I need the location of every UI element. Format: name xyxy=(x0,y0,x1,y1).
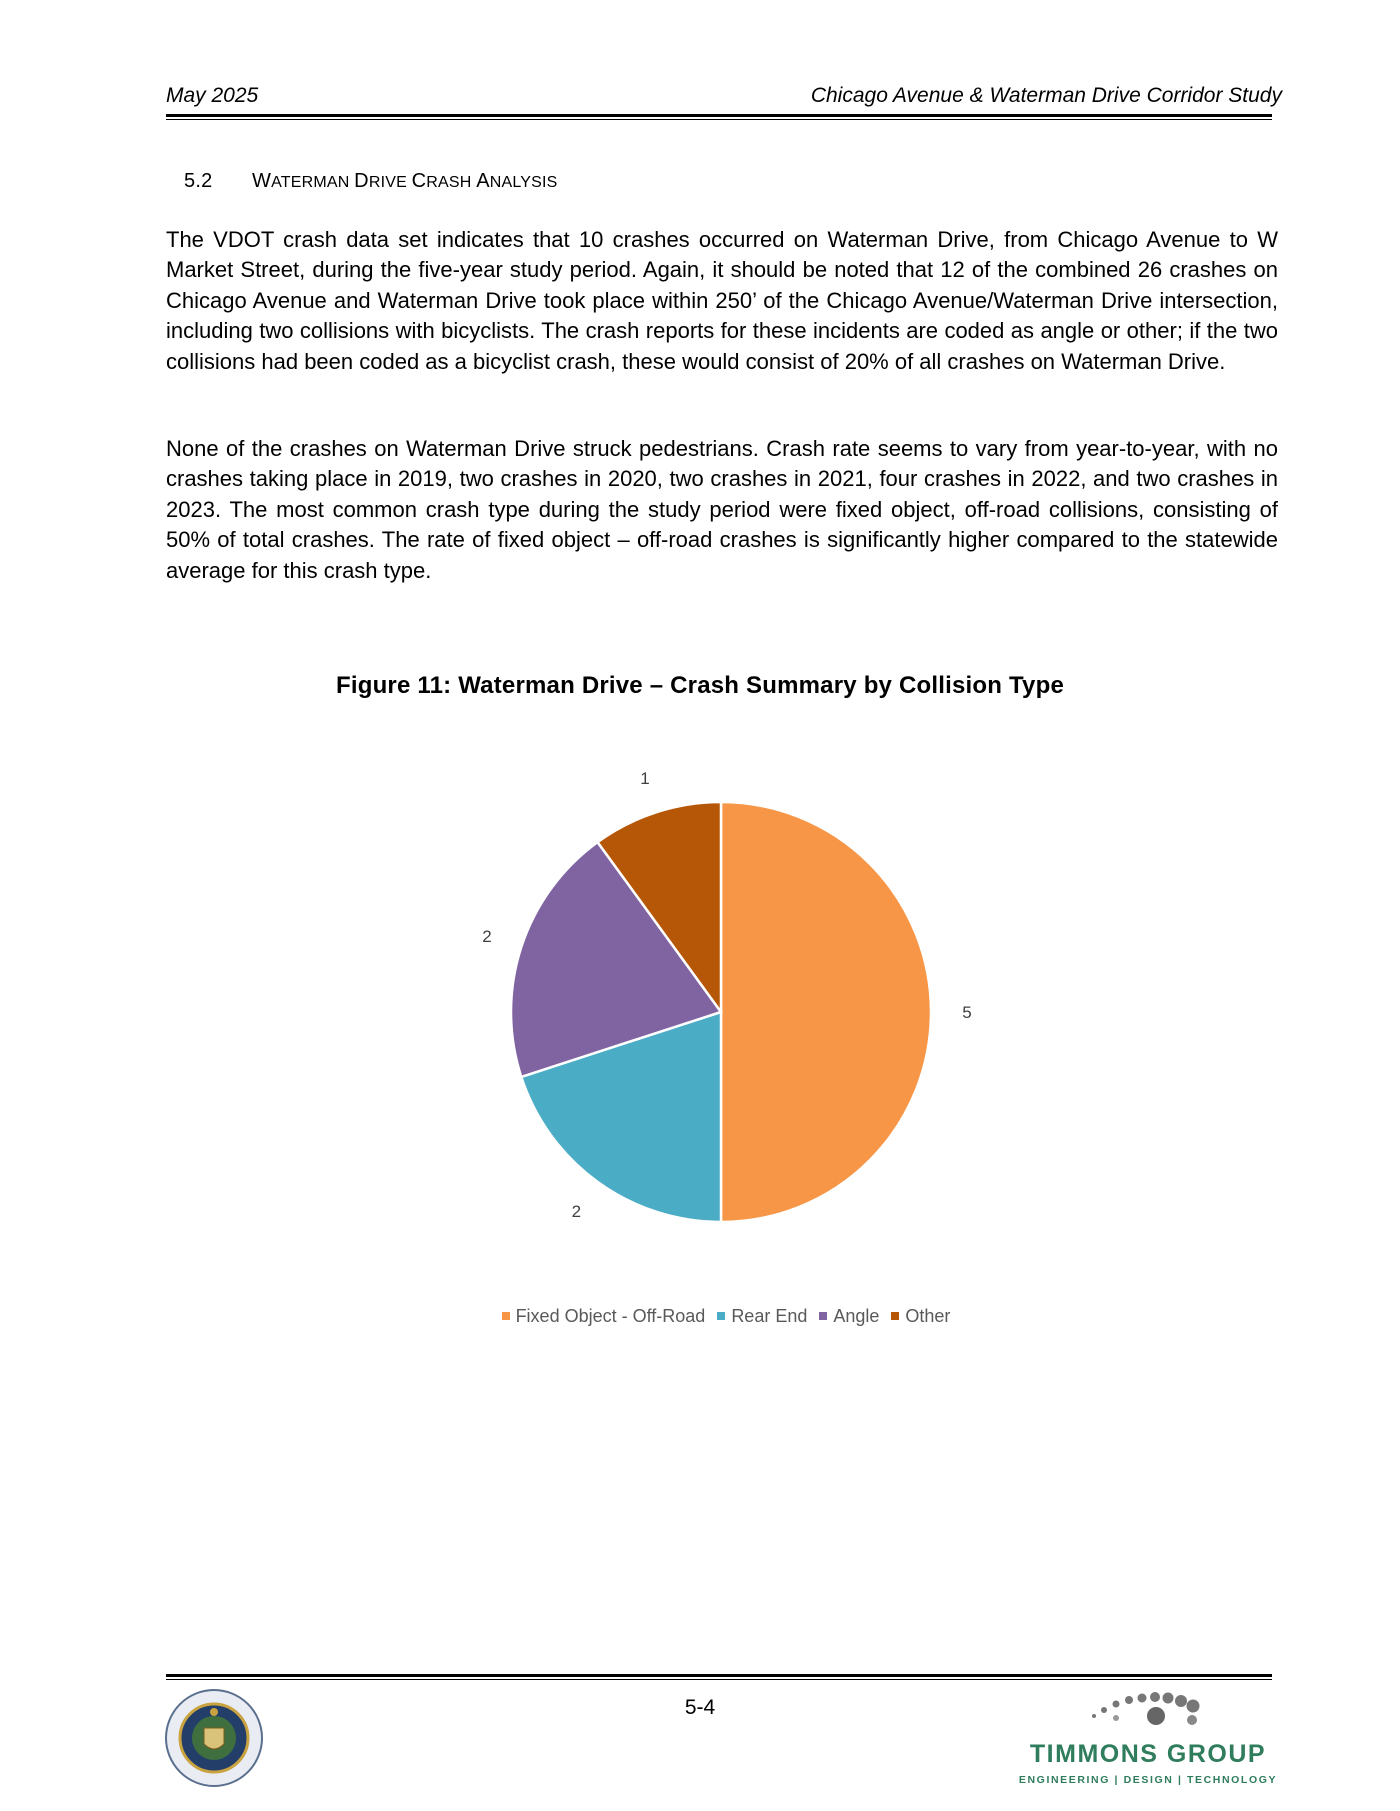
legend-item-angle xyxy=(819,1306,879,1327)
legend-swatch xyxy=(502,1312,510,1320)
section-heading xyxy=(184,170,558,193)
legend-swatch xyxy=(891,1312,899,1320)
logo-name: TIMMONS GROUP xyxy=(1029,1740,1267,1768)
section-number: 5.2 xyxy=(184,170,213,192)
legend-label: Angle xyxy=(833,1306,880,1326)
section-title xyxy=(252,170,558,192)
legend-swatch xyxy=(819,1312,827,1320)
legend-item-other xyxy=(891,1306,950,1327)
legend-label: Other xyxy=(905,1306,951,1326)
legend-label: Fixed Object - Off-Road xyxy=(515,1306,706,1326)
chart-legend xyxy=(474,1306,978,1327)
pie-chart-svg xyxy=(474,766,978,1296)
section-title-part: C xyxy=(411,170,427,192)
section-title-part: W xyxy=(252,170,272,192)
paragraph-crash-trends: None of the crashes on Waterman Drive struck pedestrians. Crash rate seems to vary from year-to-year, with no crashes taking place in 2019, two crashes in 2020, two crashes in 2021, four crashes in 2022, and two crashes in 2023. The most common crash type during the study period were fixed object, off-road collisions, consisting of 50% of total crashes. The rate of fixed object – off-road crashes is significantly higher compared to the statewide average for this crash type. xyxy=(166,436,1278,583)
figure-caption: Figure 11: Waterman Drive – Crash Summary by Collision Type xyxy=(335,672,1064,699)
footer-rule-thick xyxy=(166,1674,1272,1677)
timmons-group-logo xyxy=(1016,1680,1280,1792)
city-seal-icon xyxy=(164,1688,264,1788)
dot-arc-icon xyxy=(1016,1680,1280,1740)
city-seal-logo xyxy=(164,1688,264,1788)
legend-item-fixed-object xyxy=(502,1306,706,1327)
legend-swatch xyxy=(717,1312,725,1320)
data-label-fixed-object: 5 xyxy=(962,1003,972,1022)
pie-slice-fixed-object xyxy=(721,802,931,1222)
data-label-angle: 2 xyxy=(482,926,492,946)
collision-type-pie-chart xyxy=(474,766,978,1334)
paragraph-crash-data: The VDOT crash data set indicates that 10 crashes occurred on Waterman Drive, from Chicago Avenue to W Market Street, during the five-year study period. Again, it should be noted that 12 of the combined 26 crashes on Chicago Avenue and Waterman Drive took place within 250’ of the Chicago Avenue/Waterman Drive intersection, including two collisions with bicyclists. The crash reports for these incidents are coded as angle or other; if the two collisions had been coded as a bicyclist crash, these would consist of 20% of all crashes on Waterman Drive. xyxy=(166,227,1278,374)
section-title-part: RASH xyxy=(426,174,477,191)
section-title-part: A xyxy=(476,170,490,192)
section-title-part: D xyxy=(354,170,369,192)
data-label-other: 1 xyxy=(640,769,650,789)
header-date: May 2025 xyxy=(166,84,259,107)
data-label-rear-end: 2 xyxy=(571,1202,582,1222)
legend-item-rear-end xyxy=(717,1306,807,1327)
header-rule-thin xyxy=(166,119,1272,120)
section-title-part: NALYSIS xyxy=(489,174,558,191)
legend-label: Rear End xyxy=(731,1306,808,1326)
page-number: 5-4 xyxy=(684,1696,716,1719)
section-title-part: RIVE xyxy=(368,174,412,191)
section-title-part: ATERMAN xyxy=(271,174,355,191)
header-study-title: Chicago Avenue & Waterman Drive Corridor Study xyxy=(810,84,1282,107)
header-rule-thick xyxy=(166,114,1272,117)
logo-tagline: ENGINEERING | DESIGN | TECHNOLOGY xyxy=(1018,1774,1278,1786)
